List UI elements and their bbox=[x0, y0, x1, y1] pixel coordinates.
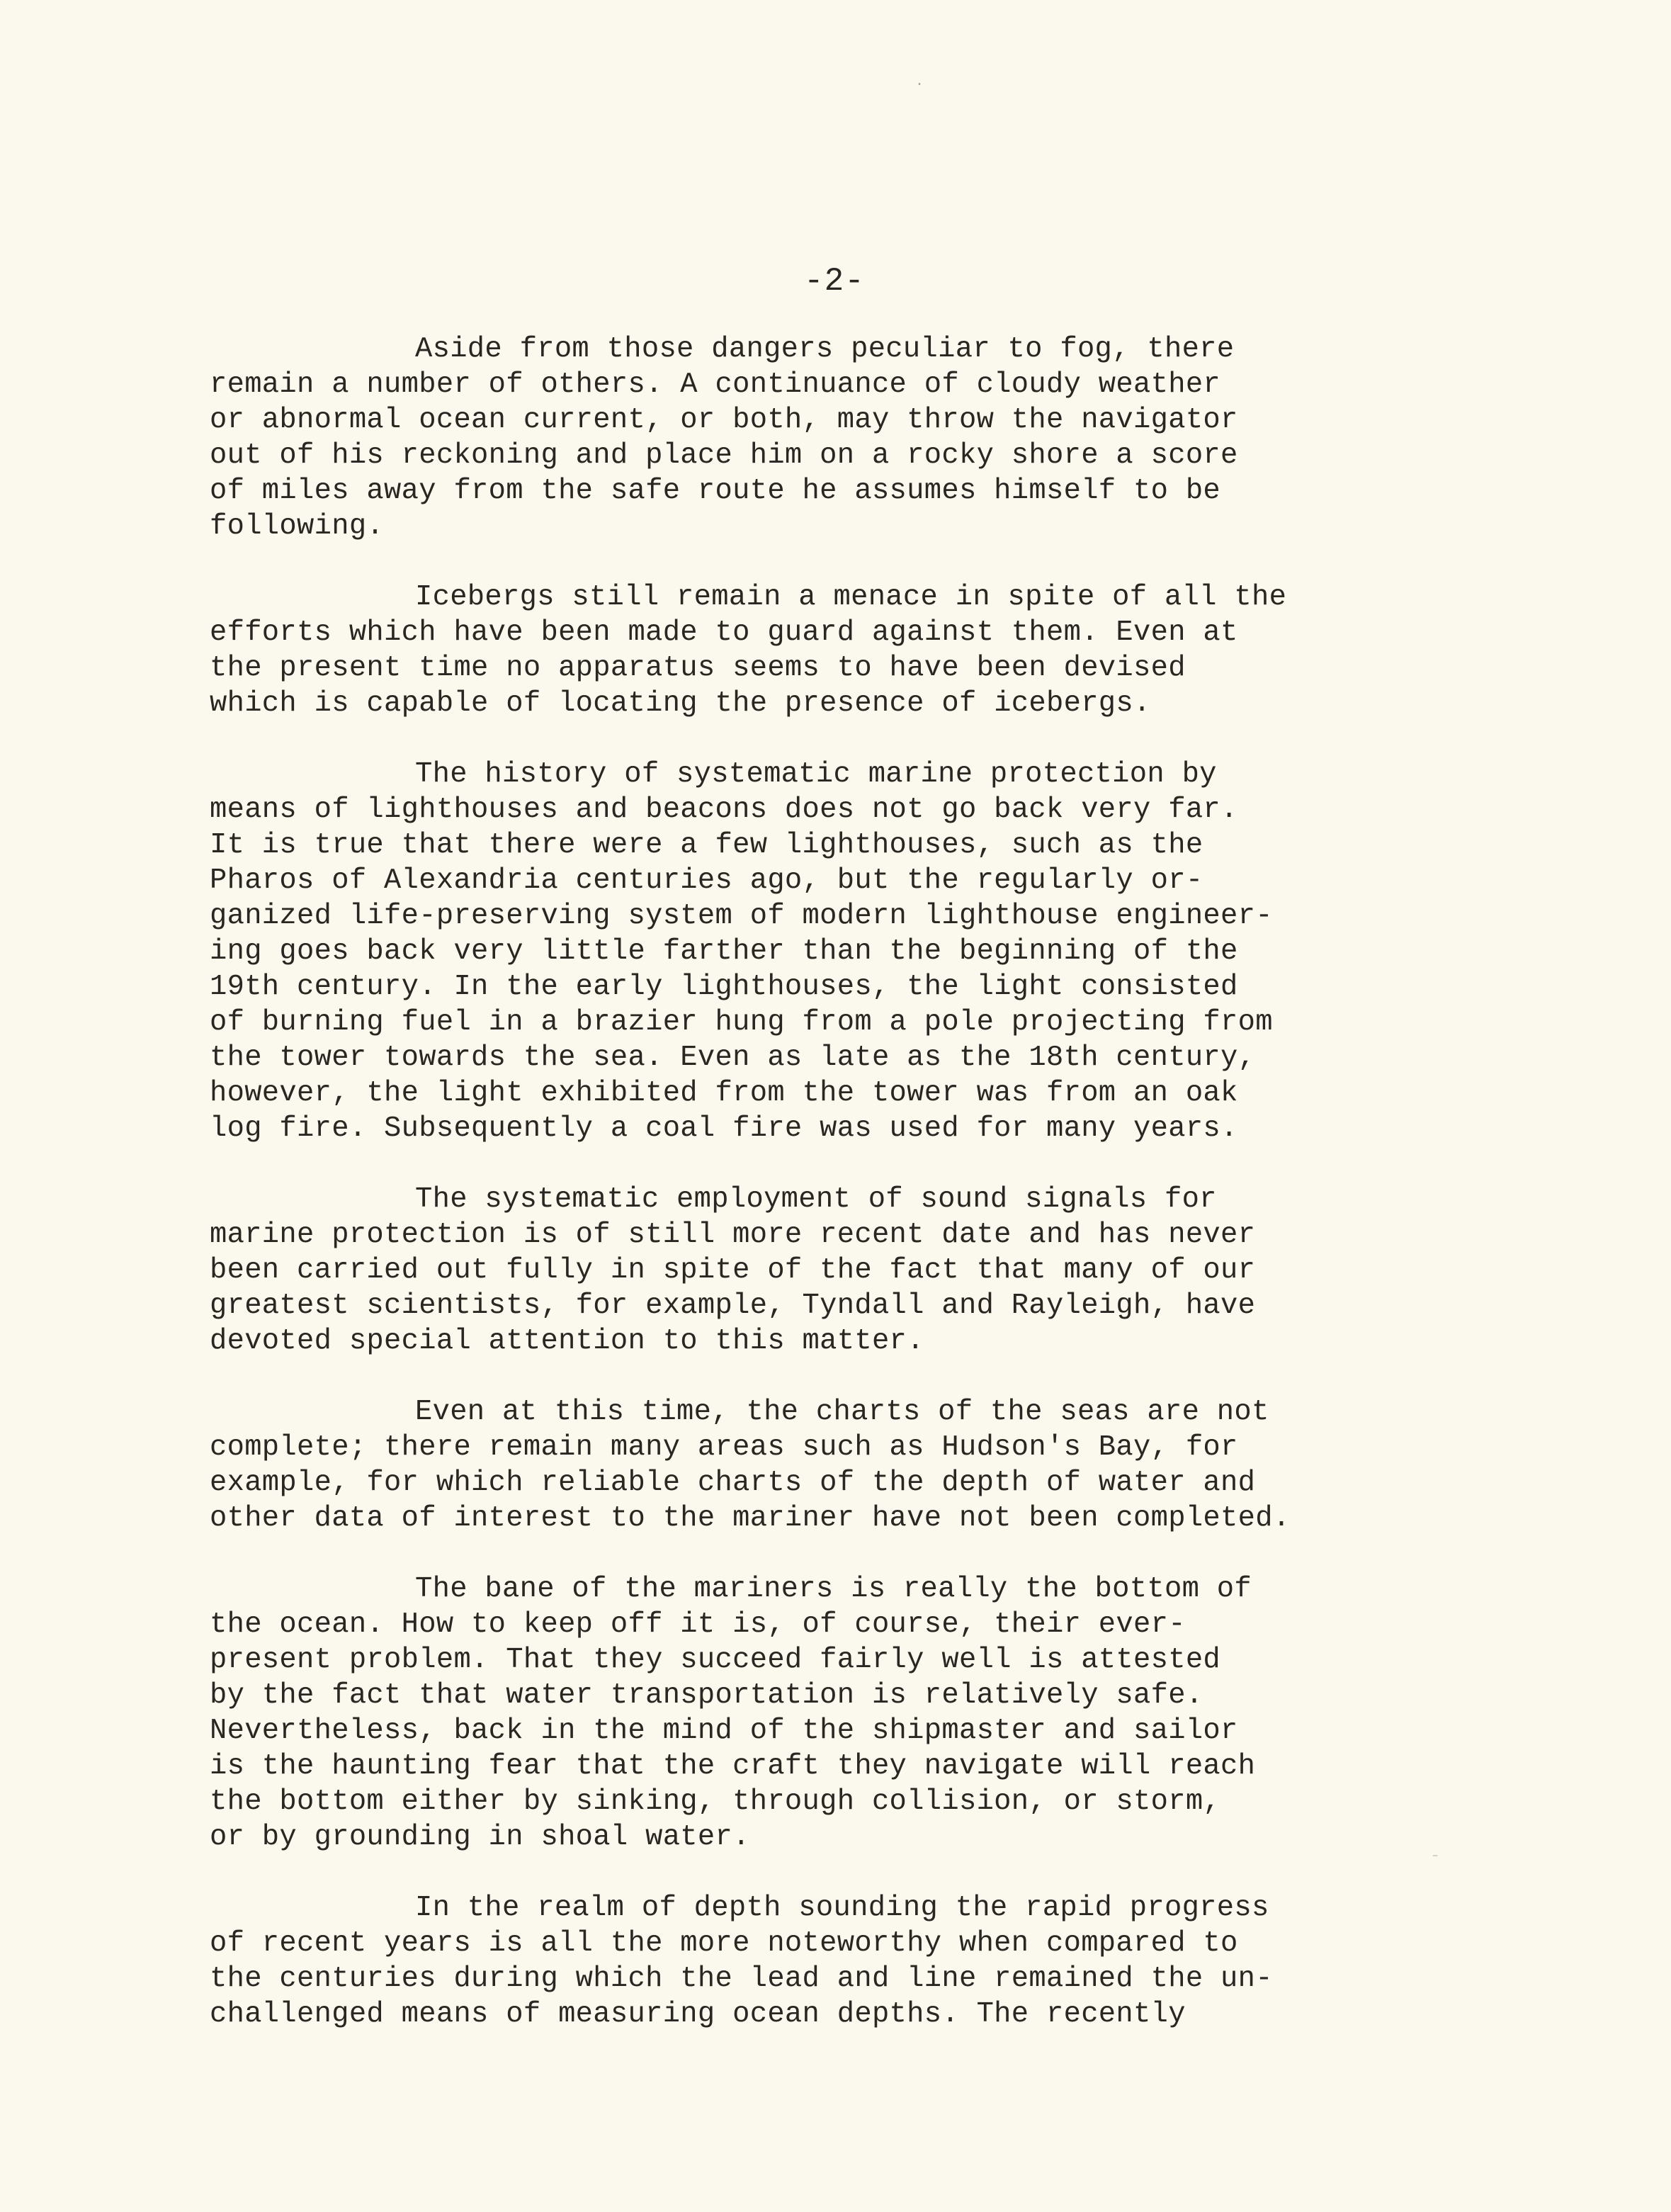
text-line: efforts which have been made to guard against them. Even at bbox=[210, 616, 1238, 649]
text-line: following. bbox=[210, 510, 385, 543]
text-line: of recent years is all the more noteworthy when compared to bbox=[210, 1927, 1238, 1960]
text-line: The systematic employment of sound signals for bbox=[415, 1183, 1217, 1216]
paragraph-icebergs bbox=[210, 580, 1556, 721]
text-line: Pharos of Alexandria centuries ago, but the regularly or- bbox=[210, 864, 1203, 897]
paragraph-fog-dangers bbox=[210, 332, 1556, 544]
text-line: greatest scientists, for example, Tyndall and Rayleigh, have bbox=[210, 1290, 1256, 1322]
text-line: ganized life-preserving system of modern lighthouse engineer- bbox=[210, 900, 1273, 932]
text-line: example, for which reliable charts of the depth of water and bbox=[210, 1467, 1256, 1499]
text-line: means of lighthouses and beacons does not go back very far. bbox=[210, 794, 1238, 826]
paragraph-depth-sounding bbox=[210, 1890, 1556, 2032]
text-line: remain a number of others. A continuance of cloudy weather bbox=[210, 368, 1221, 401]
text-line: Aside from those dangers peculiar to fog, there bbox=[415, 333, 1235, 366]
text-line: log fire. Subsequently a coal fire was used for many years. bbox=[210, 1112, 1238, 1145]
text-line: or by grounding in shoal water. bbox=[210, 1821, 750, 1853]
text-line: the centuries during which the lead and line remained the un- bbox=[210, 1963, 1273, 1995]
text-line: Even at this time, the charts of the seas are not bbox=[415, 1396, 1269, 1428]
text-line: In the realm of depth sounding the rapid progress bbox=[415, 1892, 1269, 1924]
paper-speck: · bbox=[915, 77, 924, 93]
text-line: however, the light exhibited from the tower was from an oak bbox=[210, 1077, 1238, 1110]
text-line: is the haunting fear that the craft they navigate will reach bbox=[210, 1750, 1256, 1783]
text-line: ing goes back very little farther than the beginning of the bbox=[210, 935, 1238, 968]
text-line: been carried out fully in spite of the fact that many of our bbox=[210, 1254, 1256, 1287]
text-line: It is true that there were a few lighthouses, such as the bbox=[210, 829, 1203, 862]
pencil-mark: ⁻ bbox=[1431, 1851, 1440, 1868]
text-line: 19th century. In the early lighthouses, the light consisted bbox=[210, 971, 1238, 1003]
text-line: the present time no apparatus seems to have been devised bbox=[210, 652, 1186, 684]
text-line: or abnormal ocean current, or both, may throw the navigator bbox=[210, 404, 1238, 436]
text-line: the bottom either by sinking, through collision, or storm, bbox=[210, 1785, 1221, 1818]
text-line: by the fact that water transportation is relatively safe. bbox=[210, 1679, 1203, 1712]
page-number: -2- bbox=[804, 263, 865, 300]
body-text bbox=[210, 332, 1556, 2067]
paragraph-sound-signals bbox=[210, 1182, 1556, 1359]
text-line: challenged means of measuring ocean depths. The recently bbox=[210, 1998, 1186, 2031]
text-line: the ocean. How to keep off it is, of course, their ever- bbox=[210, 1608, 1186, 1641]
paragraph-sea-charts bbox=[210, 1394, 1556, 1536]
paragraph-lighthouse-history bbox=[210, 757, 1556, 1146]
text-line: The history of systematic marine protection by bbox=[415, 758, 1217, 791]
text-line: devoted special attention to this matter. bbox=[210, 1325, 924, 1358]
text-line: of miles away from the safe route he assumes himself to be bbox=[210, 475, 1221, 507]
text-line: The bane of the mariners is really the bottom of bbox=[415, 1573, 1252, 1606]
text-line: Nevertheless, back in the mind of the shipmaster and sailor bbox=[210, 1715, 1238, 1747]
text-line: out of his reckoning and place him on a rocky shore a score bbox=[210, 439, 1238, 472]
paragraph-ocean-bottom bbox=[210, 1571, 1556, 1855]
text-line: present problem. That they succeed fairly well is attested bbox=[210, 1644, 1221, 1676]
text-line: other data of interest to the mariner have not been completed. bbox=[210, 1502, 1291, 1535]
text-line: Icebergs still remain a menace in spite of all the bbox=[415, 581, 1287, 614]
text-line: which is capable of locating the presence of icebergs. bbox=[210, 687, 1151, 720]
text-line: complete; there remain many areas such as Hudson's Bay, for bbox=[210, 1431, 1238, 1464]
text-line: of burning fuel in a brazier hung from a pole projecting from bbox=[210, 1006, 1273, 1039]
text-line: marine protection is of still more recent date and has never bbox=[210, 1219, 1256, 1251]
text-line: the tower towards the sea. Even as late as the 18th century, bbox=[210, 1042, 1256, 1074]
